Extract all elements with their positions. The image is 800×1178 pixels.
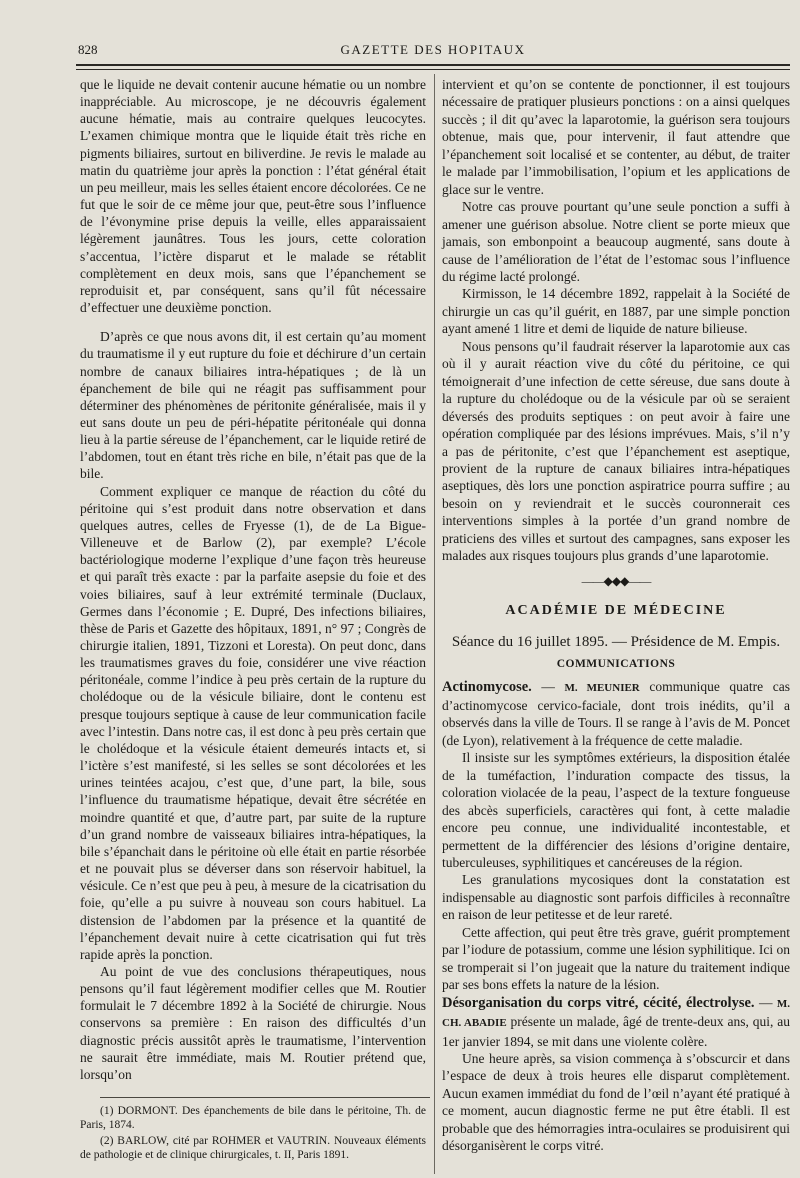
subsection-title: COMMUNICATIONS [556, 658, 676, 671]
section-ornament: ——◆◆◆—— [581, 573, 651, 588]
body-paragraph: D’après ce que nous avons dit, il est certain qu’au moment du traumatisme il y eut rupture du foie et déchirure d’un certain nombre de canaux biliaires intra-hépatiques ; de là un épanchement de bile qui ne réagit pas suffisamment pour déterminer des phénomènes de péritonite généralisée, mais il y eut sans doute un peu de péri-hépatite péritonéale qui donna lieu à la partie séreuse de l’épanchement, car le liquide retiré de l’abdomen, tout en étant très riche en bile, n’était pas que de la bile. [80, 329, 426, 482]
header-rule-thin [76, 69, 790, 70]
body-paragraph: Les granulations mycosiques dont la constatation est indispensable au diagnostic sont parfois difficiles à reconnaître en raison de leur petitesse et de leur rareté. [442, 872, 790, 923]
column-divider [434, 74, 435, 1174]
dash: — [754, 994, 777, 1010]
communication-text: présente un malade, âgé de trente-deux ans, qui, au 1er janvier 1894, se mit dans une violente colère. [442, 1014, 790, 1049]
body-paragraph: Notre cas prouve pourtant qu’une seule ponction a suffi à amener une guérison absolue. Notre client se porte mieux que jamais, son embonpoint a beaucoup augmenté, sans doute à cause de l’amélioration de l’état de l’estomac sous l’influence du régime lacté prolongé. [442, 199, 790, 284]
communication-heading: Désorganisation du corps vitré, cécité, électrolyse. [442, 994, 755, 1011]
communication-desorganisation [442, 994, 790, 1050]
body-paragraph: intervient et qu’on se contente de ponctionner, il est toujours nécessaire de pratiquer plusieurs ponctions : on a ainsi quelques succès ; il dit qu’avec la laparotomie, la guérison sera toujours obtenue, mais que, pour intervenir, il faut attendre que l’épanchement soit localisé et se contenter, au début, de traiter le malade par l’immobilisation, l’opium et les applications de glace sur le ventre. [442, 77, 790, 197]
footnote-rule [100, 1097, 430, 1098]
section-title: ACADÉMIE DE MÉDECINE [505, 603, 727, 619]
communication-heading: Actinomycose. [442, 678, 532, 695]
body-paragraph: que le liquide ne devait contenir aucune hématie ou un nombre inappréciable. Au microscope, je ne découvris également aucune hématie, mais au contraire quelques leucocytes. L’examen chimique montra que le liquide était très riche en pigments biliaires, surtout en biliverdine. Je revis le malade au matin du quatrième jour après la ponction : l’état général était un peu meilleur, mais les selles étaient encore décolorées. Ce ne fut que le soir de ce même jour que, peut-être sous l’influence de l’évonymine prise depuis la veille, elles apparaissaient légèrement jaunâtres. Tous les jours, cette coloration s’accentua, l’ictère disparut et le malade se rétablit complètement en deux mois, sans que l’épanchement se reproduisit et, par conséquent, sans qu’il fût nécessaire d’effectuer une deuxième ponction. [80, 77, 426, 316]
header-rule [76, 64, 790, 66]
body-paragraph: Cette affection, qui peut être très grave, guérit promptement par l’iodure de potassium, comme une lésion syphilitique. Ici on se tromperait si l’on jugeait que la nature du traitement indique par ses bons effets la nature de la lésion. [442, 924, 790, 993]
left-column [80, 76, 426, 1164]
footnote: (1) DORMONT. Des épanchements de bile dans le péritoine, Th. de Paris, 1874. [80, 1105, 426, 1132]
body-paragraph: Une heure après, sa vision commença à s’obscurcir et dans l’espace de deux à trois heures elle disparut complètement. Aucun examen immédiat du fond de l’œil n’ayant été pratiqué à ce moment, aucun diagnostic ferme ne put être établi. Il est probable que des hémorragies intra-oculaires se produisirent qui désorganisèrent le corps vitré. [442, 1051, 790, 1154]
body-paragraph: Au point de vue des conclusions thérapeutiques, nous pensons qu’il faut légèrement modifier celles que M. Routier formulait le 7 décembre 1892 à la Société de chirurgie. Nous conservons sa première : En raison des difficultés d’un diagnostic précis aussitôt après le traumatisme, l’intervention ne saurait être immédiate, mais M. Routier prétend que, lorsqu’on [80, 963, 426, 1082]
journal-title: GAZETTE DES HOPITAUX [340, 42, 526, 57]
author-name: M. CH. ABADIE [442, 997, 791, 1030]
page-number: 828 [78, 42, 98, 57]
body-paragraph: Comment expliquer ce manque de réaction du côté du péritoine qui s’est produit dans notre observation et dans quelques autres, celles de Fryesse (1), de de La Bigue-Villeneuve et de Barlow (2), par exemple? L’école bactériologique moderne l’explique d’une façon très heureuse et qui paraît très exacte : par la parfaite asepsie du foie et des voies biliaires, sauf à leur extrémité terminale (Duclaux, Germes dans l’économie ; E. Dupré, Des infections biliaires, thèse de Paris et Gazette des hôpitaux, 1891, n° 97 ; Congrès de chirurgie italien, 1891, Tizzoni et Loresta). On peut donc, dans les traumatismes graves du foie, considérer une vive réaction péritonéale, comme l’indice à peu près certain de la rupture du cholédoque ou de la vésicule biliaire, dont le contenu est presque toujours septique à cause de leur communication facile avec l’intestin. Dans notre cas, il est donc à peu près certain que le cholédoque et la vésicule étaient demeurés intacts et, si l’ictère s’est manifesté, si les selles se sont décolorées et les urines teintées acajou, c’est que, d’une part, la bile, sous l’influence du traumatisme hépatique, devait être sécrétée en moindre quantité et que, d’autre part, par suite de la rupture d’un grand nombre de vaisseaux biliaires intra-hépatiques, la bile s’épanchait dans le péritoine où elle était en partie résorbée et ne pouvait plus se déverser dans son réservoir habituel, la vésicule. Ce n’est que peu à peu, à mesure de la cicatrisation du foie, qu’elle a pu suivre à nouveau son cours habituel. La distension de l’abdomen par la présence et la quantité de l’épanchement devait nuire à cette cicatrisation qui fut très rapide après la ponction. [80, 483, 426, 962]
page-header [78, 42, 788, 64]
author-name: M. MEUNIER [564, 681, 640, 694]
body-paragraph: Nous pensons qu’il faudrait réserver la laparotomie aux cas où il y aurait réaction vive du côté du péritoine, ce qui témoignerait d’une infection de cette séreuse, due sans doute à la rupture du cholédoque ou de la vésicule par où se seraient déversés des produits septiques : on peut avoir à faire une opération compliquée par des lésions imprévues. Mais, s’il n’y a pas de péritonite, c’est que l’épanchement est aseptique, provient de la rupture de canaux biliaires intra-hépatiques aseptiques, dès lors une ponction aspiratrice pourra suffire ; au besoin on y reviendrait et le succès couronnerait ces interventions simples à la portée d’un grand nombre de praticiens des villes et surtout des campagnes, sans exposer les malades aux risques toujours plus grands d’une laparotomie. [442, 338, 790, 564]
communication-actinomycose [442, 678, 790, 750]
body-paragraph: Il insiste sur les symptômes extérieurs, la disposition étalée de la tuméfaction, l’induration compacte des tissus, la coloration violacée de la peau, l’aspect de la texture fongueuse des abcès superficiels, caractères qui font, à cette maladie encore peu connue, une individualité incontestable, et permettent de la différencier des lésions d’origine dentaire, tuberculeuses, syphilitiques et cancéreuses de la région. [442, 750, 790, 871]
dash: — [531, 678, 565, 694]
session-line: Séance du 16 juillet 1895. — Présidence de M. Empis. [451, 633, 781, 650]
communication-text: communique quatre cas d’actinomycose cervico-faciale, dont trois inédits, qu’il a observés dans la ville de Tours. Il se range à l’avis de M. Poncet (de Lyon), relativement à la fréquence de cette maladie. [442, 678, 790, 748]
right-column [442, 76, 790, 1155]
body-paragraph: Kirmisson, le 14 décembre 1892, rappelait à la Société de chirurgie un cas qu’il guérit, en 1887, par une simple ponction ayant amené 1 litre et demi de liquide de nature bilieuse. [442, 286, 790, 337]
footnote: (2) BARLOW, cité par ROHMER et VAUTRIN. Nouveaux éléments de pathologie et de clinique chirurgicales, t. II, Paris 1891. [80, 1135, 426, 1162]
footnotes [80, 1104, 426, 1162]
